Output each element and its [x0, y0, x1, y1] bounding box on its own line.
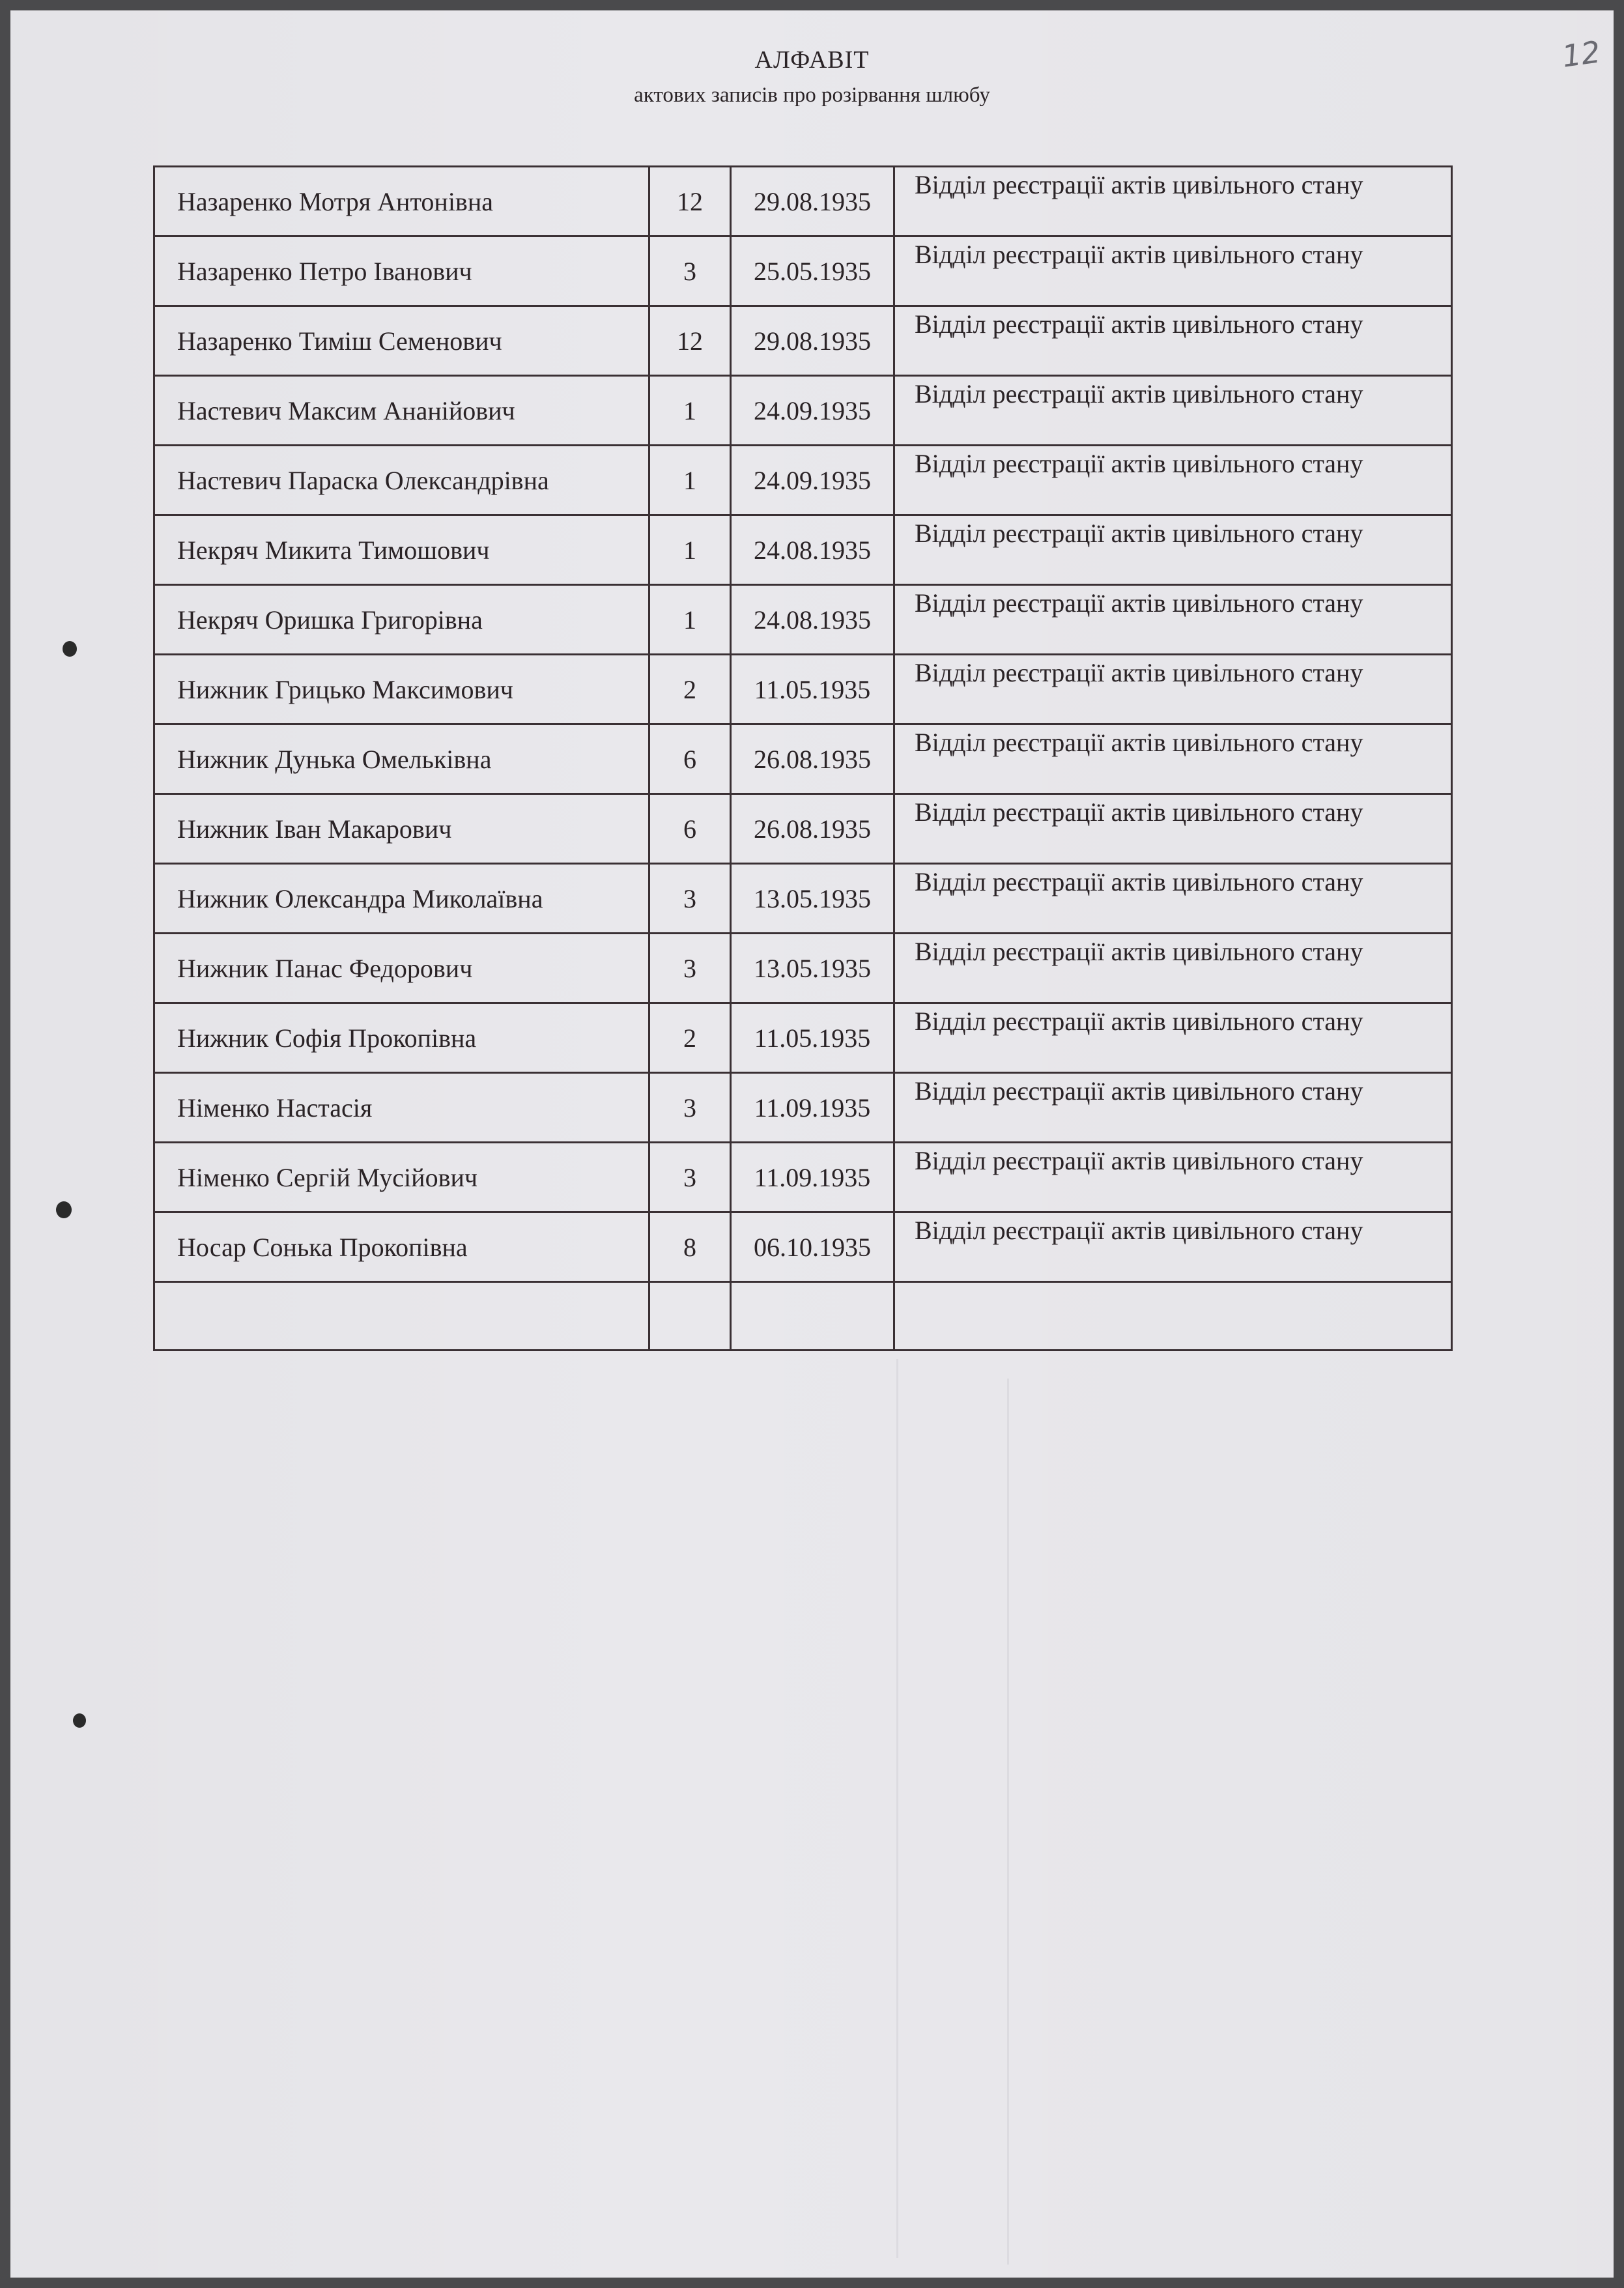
record-date: 06.10.1935: [731, 1212, 894, 1282]
records-table: [153, 165, 1453, 1351]
record-number: 1: [649, 515, 731, 585]
record-number: 8: [649, 1212, 731, 1282]
table-row: [154, 864, 1452, 934]
handwritten-page-number: 12: [1560, 34, 1603, 74]
record-date: 11.05.1935: [731, 1003, 894, 1073]
record-name: Німенко Настасія: [154, 1073, 649, 1143]
record-office: Відділ реєстрації актів цивільного стану: [894, 376, 1452, 446]
record-office: Відділ реєстрації актів цивільного стану: [894, 794, 1452, 864]
record-name: Нижник Дунька Омельківна: [154, 724, 649, 794]
record-name: Настевич Параска Олександрівна: [154, 446, 649, 515]
record-date: 13.05.1935: [731, 864, 894, 934]
record-office: Відділ реєстрації актів цивільного стану: [894, 236, 1452, 306]
show-through-line: [896, 1359, 898, 2258]
record-number: 3: [649, 1143, 731, 1212]
record-number: 6: [649, 724, 731, 794]
table-row: [154, 1003, 1452, 1073]
record-office: Відділ реєстрації актів цивільного стану: [894, 446, 1452, 515]
document-title: АЛФАВІТ: [754, 46, 870, 74]
record-number: 6: [649, 794, 731, 864]
record-number: 2: [649, 1003, 731, 1073]
record-name: Носар Сонька Прокопівна: [154, 1212, 649, 1282]
record-office: Відділ реєстрації актів цивільного стану: [894, 1003, 1452, 1073]
record-name: Назаренко Тиміш Семенович: [154, 306, 649, 376]
record-number: 3: [649, 1073, 731, 1143]
record-number: 3: [649, 864, 731, 934]
empty-table-row: [154, 1282, 1452, 1351]
document-page: [10, 10, 1614, 2278]
table-row: [154, 446, 1452, 515]
table-row: [154, 934, 1452, 1003]
record-name: Нижник Олександра Миколаївна: [154, 864, 649, 934]
record-name: Нижник Іван Макарович: [154, 794, 649, 864]
table-row: [154, 794, 1452, 864]
record-number: 3: [649, 236, 731, 306]
record-number: 12: [649, 167, 731, 236]
record-name: Настевич Максим Ананійович: [154, 376, 649, 446]
record-number: 12: [649, 306, 731, 376]
record-name: Нижник Грицько Максимович: [154, 655, 649, 724]
empty-cell: [894, 1282, 1452, 1351]
table-row: [154, 306, 1452, 376]
record-office: Відділ реєстрації актів цивільного стану: [894, 724, 1452, 794]
record-number: 3: [649, 934, 731, 1003]
record-name: Нижник Панас Федорович: [154, 934, 649, 1003]
binding-hole-mark: [63, 641, 77, 657]
table-row: [154, 655, 1452, 724]
record-office: Відділ реєстрації актів цивільного стану: [894, 1212, 1452, 1282]
record-date: 11.05.1935: [731, 655, 894, 724]
record-name: Німенко Сергій Мусійович: [154, 1143, 649, 1212]
record-office: Відділ реєстрації актів цивільного стану: [894, 306, 1452, 376]
record-number: 1: [649, 585, 731, 655]
table-row: [154, 585, 1452, 655]
empty-cell: [154, 1282, 649, 1351]
empty-cell: [731, 1282, 894, 1351]
record-number: 1: [649, 376, 731, 446]
record-name: Нижник Софія Прокопівна: [154, 1003, 649, 1073]
table-row: [154, 724, 1452, 794]
record-office: Відділ реєстрації актів цивільного стану: [894, 655, 1452, 724]
record-name: Назаренко Петро Іванович: [154, 236, 649, 306]
record-date: 29.08.1935: [731, 167, 894, 236]
record-office: Відділ реєстрації актів цивільного стану: [894, 167, 1452, 236]
show-through-line: [1007, 1379, 1009, 2265]
table-row: [154, 376, 1452, 446]
record-date: 29.08.1935: [731, 306, 894, 376]
table-row: [154, 1073, 1452, 1143]
record-date: 13.05.1935: [731, 934, 894, 1003]
record-name: Некряч Микита Тимошович: [154, 515, 649, 585]
binding-hole-mark: [73, 1713, 86, 1728]
table-row: [154, 515, 1452, 585]
record-office: Відділ реєстрації актів цивільного стану: [894, 934, 1452, 1003]
record-office: Відділ реєстрації актів цивільного стану: [894, 1073, 1452, 1143]
record-date: 25.05.1935: [731, 236, 894, 306]
record-date: 24.08.1935: [731, 515, 894, 585]
table-row: [154, 1212, 1452, 1282]
record-name: Некряч Оришка Григорівна: [154, 585, 649, 655]
table-row: [154, 167, 1452, 236]
record-date: 24.09.1935: [731, 446, 894, 515]
record-name: Назаренко Мотря Антонівна: [154, 167, 649, 236]
record-number: 1: [649, 446, 731, 515]
record-office: Відділ реєстрації актів цивільного стану: [894, 1143, 1452, 1212]
record-date: 24.08.1935: [731, 585, 894, 655]
empty-cell: [649, 1282, 731, 1351]
record-date: 24.09.1935: [731, 376, 894, 446]
record-number: 2: [649, 655, 731, 724]
record-office: Відділ реєстрації актів цивільного стану: [894, 515, 1452, 585]
document-subtitle: актових записів про розірвання шлюбу: [634, 83, 990, 107]
binding-hole-mark: [56, 1201, 72, 1218]
record-date: 11.09.1935: [731, 1143, 894, 1212]
record-date: 26.08.1935: [731, 724, 894, 794]
record-date: 11.09.1935: [731, 1073, 894, 1143]
records-table-body: [154, 167, 1452, 1351]
record-office: Відділ реєстрації актів цивільного стану: [894, 864, 1452, 934]
record-office: Відділ реєстрації актів цивільного стану: [894, 585, 1452, 655]
table-row: [154, 236, 1452, 306]
record-date: 26.08.1935: [731, 794, 894, 864]
table-row: [154, 1143, 1452, 1212]
